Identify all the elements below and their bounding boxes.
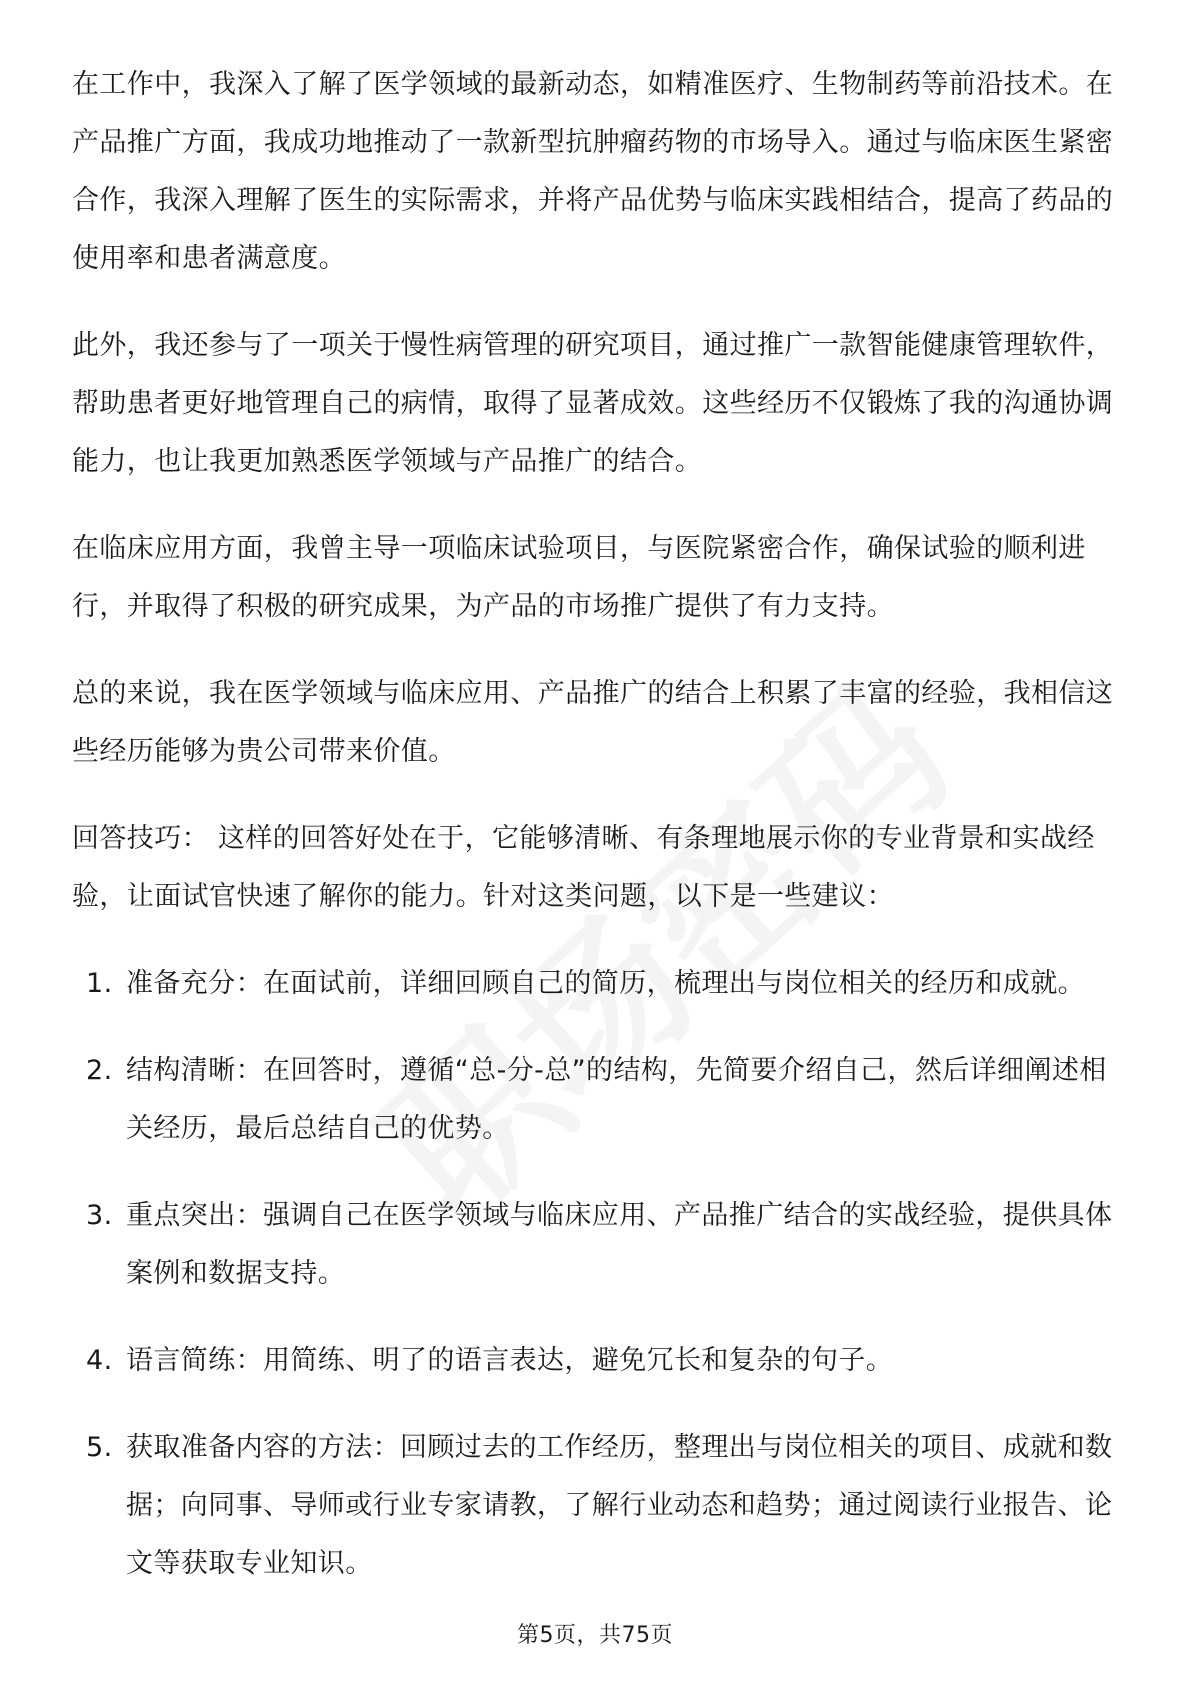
document-body (72, 56, 1122, 1622)
list-text: 语言简练：用简练、明了的语言表达，避免冗长和复杂的句子。 (126, 1345, 894, 1376)
list-number: 5. (86, 1432, 113, 1463)
list-text: 重点突出：强调自己在医学领域与临床应用、产品推广结合的实战经验，提供具体案例和数据支持。 (126, 1200, 1113, 1289)
list-item (72, 1332, 1122, 1390)
paragraph-clinical-trial: 在临床应用方面，我曾主导一项临床试验项目，与医院紧密合作，确保试验的顺利进行，并取得了积极的研究成果，为产品的市场推广提供了有力支持。 (72, 533, 1086, 622)
list-item (72, 955, 1122, 1013)
paragraph-summary: 总的来说，我在医学领域与临床应用、产品推广的结合上积累了丰富的经验，我相信这些经历能够为贵公司带来价值。 (72, 678, 1114, 767)
list-number: 1. (86, 968, 113, 999)
list-number: 2. (86, 1055, 113, 1086)
list-item (72, 1042, 1122, 1158)
paragraph-answer-tips: 回答技巧： 这样的回答好处在于，它能够清晰、有条理地展示你的专业背景和实战经验，让面试官快速了解你的能力。针对这类问题，以下是一些建议： (72, 823, 1095, 912)
list-text: 获取准备内容的方法：回顾过去的工作经历，整理出与岗位相关的项目、成就和数据；向同事、导师或行业专家请教，了解行业动态和趋势；通过阅读行业报告、论文等获取专业知识。 (126, 1432, 1113, 1579)
tips-list (72, 955, 1122, 1593)
list-text: 结构清晰：在回答时，遵循“总-分-总”的结构，先简要介绍自己，然后详细阐述相关经历，最后总结自己的优势。 (126, 1055, 1107, 1144)
paragraph-work-experience: 在工作中，我深入了解了医学领域的最新动态，如精准医疗、生物制药等前沿技术。在产品推广方面，我成功地推动了一款新型抗肿瘤药物的市场导入。通过与临床医生紧密合作，我深入理解了医生的实际需求，并将产品优势与临床实践相结合，提高了药品的使用率和患者满意度。 (72, 69, 1114, 274)
list-number: 3. (86, 1200, 113, 1231)
list-number: 4. (86, 1345, 113, 1376)
list-text: 准备充分：在面试前，详细回顾自己的简历，梳理出与岗位相关的经历和成就。 (126, 968, 1085, 999)
list-item (72, 1187, 1122, 1303)
paragraph-research-project: 此外，我还参与了一项关于慢性病管理的研究项目，通过推广一款智能健康管理软件，帮助患者更好地管理自己的病情，取得了显著成效。这些经历不仅锻炼了我的沟通协调能力，也让我更加熟悉医学领域与产品推广的结合。 (72, 330, 1114, 477)
page-number-footer: 第5页，共75页 (517, 1623, 673, 1648)
list-item (72, 1419, 1122, 1593)
